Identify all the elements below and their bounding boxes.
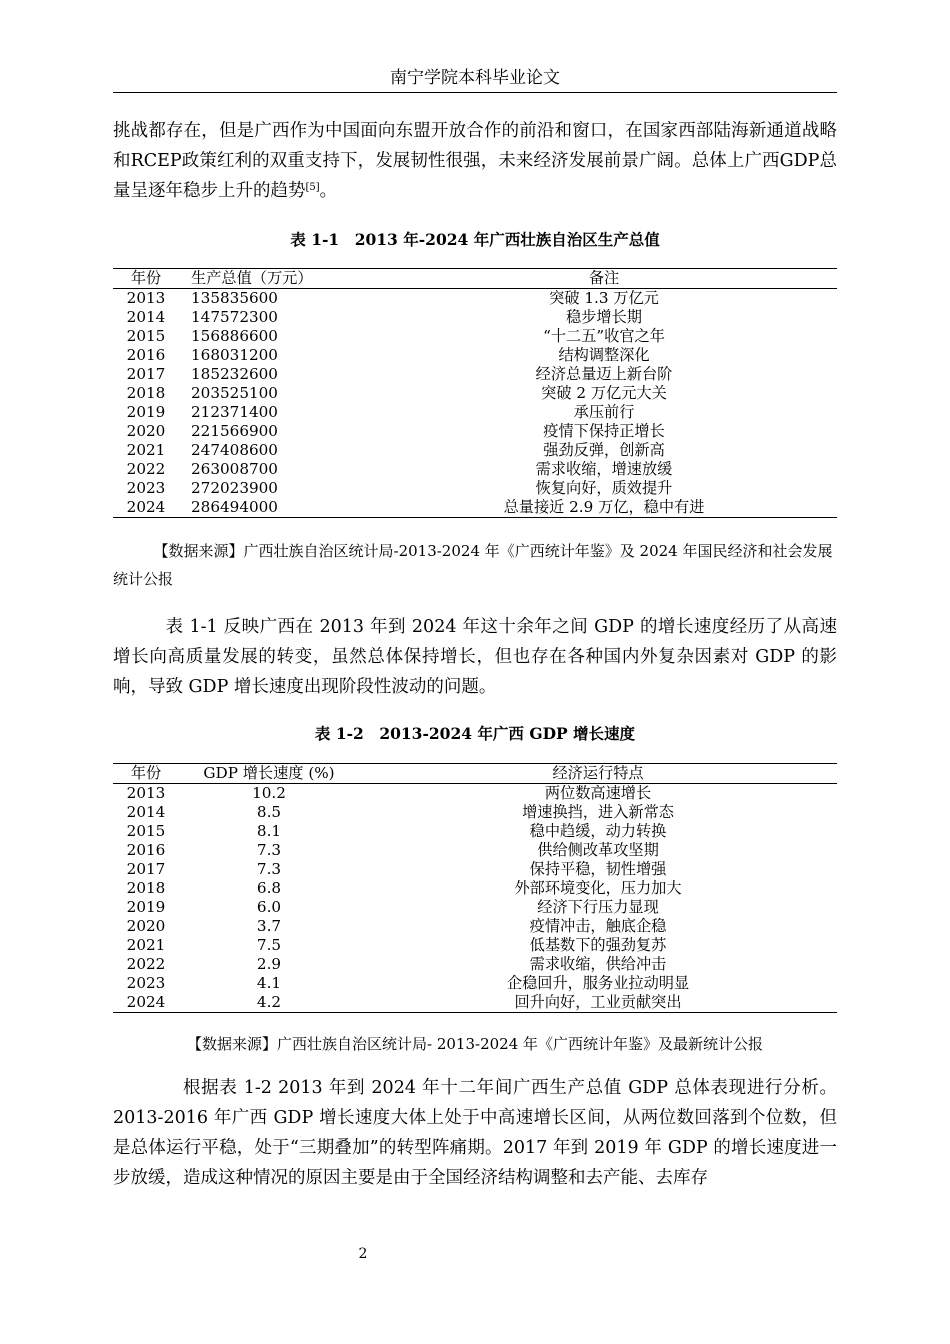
table-row [113, 308, 837, 327]
paragraph-analysis-2: 根据表 1-2 2013 年到 2024 年十二年间广西生产总值 GDP 总体表现进行分析。2013-2016 年广西 GDP 增长速度大体上处于中高速增长区间，从两位数回落到个位数，但是总体运行平稳，处于“三期叠加”的转型阵痛期。2017 年到 2019 年 GDP 的增长速度进一步放缓，造成这种情况的原因主要是由于全国经济结构调整和去产能、去库存 [113, 1078, 837, 1188]
table-cell: 2021 [126, 936, 166, 954]
table-cell: 总量接近 2.9 万亿，稳中有进 [371, 498, 837, 518]
table-cell: 供给侧改革攻坚期 [537, 841, 659, 859]
table-cell: 147572300 [191, 308, 278, 326]
table-cell: 2.9 [256, 955, 282, 973]
table-cell: 2022 [126, 460, 166, 478]
citation-mark: [5] [305, 182, 320, 193]
table-cell: 2014 [126, 308, 166, 326]
table-cell: 承压前行 [573, 403, 635, 421]
col-header-feature: 经济运行特点 [359, 764, 837, 784]
table-cell: 突破 2 万亿元大关 [541, 384, 667, 402]
table1-caption: 表 1-1 2013 年-2024 年广西壮族自治区生产总值 [290, 230, 660, 249]
table-cell: 增速换挡，进入新常态 [522, 803, 674, 821]
table-cell: 2022 [126, 955, 166, 973]
col-header-gdp: 生产总值（万元） [179, 269, 371, 289]
table-row [113, 365, 837, 384]
table-row [113, 917, 837, 936]
table-header-row [113, 764, 837, 784]
table-cell: 168031200 [191, 346, 278, 364]
table-cell: 7.3 [256, 841, 282, 859]
table2-caption: 表 1-2 2013-2024 年广西 GDP 增长速度 [314, 724, 636, 743]
table-cell: 7.3 [256, 860, 282, 878]
table-gdp-growth [113, 763, 837, 1013]
table-row [113, 803, 837, 822]
table-cell: 2020 [126, 917, 166, 935]
table-cell: 212371400 [191, 403, 278, 421]
table-row [113, 384, 837, 403]
table-cell: 8.5 [256, 803, 282, 821]
table-cell: 4.1 [256, 974, 282, 992]
table-cell: 疫情冲击，触底企稳 [529, 917, 667, 935]
table-cell: 156886600 [191, 327, 278, 345]
table-cell: 6.0 [256, 898, 282, 916]
table-row [113, 860, 837, 879]
table-cell: 2024 [113, 498, 179, 518]
table-cell: 2015 [126, 327, 166, 345]
table-cell: 需求收缩，供给冲击 [529, 955, 667, 973]
table-row [113, 955, 837, 974]
table-cell: 2016 [126, 346, 166, 364]
table-cell: 3.7 [256, 917, 282, 935]
table-gdp-total [113, 268, 837, 518]
table-cell: 185232600 [191, 365, 278, 383]
table-cell: 2013 [126, 784, 166, 802]
table-cell: 突破 1.3 万亿元 [549, 289, 659, 307]
table1-body [113, 289, 837, 518]
col-header-year: 年份 [113, 269, 179, 289]
table-row [113, 422, 837, 441]
table-row [113, 289, 837, 309]
table-cell: 2021 [126, 441, 166, 459]
table-cell: 两位数高速增长 [544, 784, 652, 802]
table-cell: 企稳回升，服务业拉动明显 [506, 974, 690, 992]
table2-source: 【数据来源】广西壮族自治区统计局- 2013-2024 年《广西统计年鉴》及最新统计公报 [186, 1035, 764, 1053]
table-row [113, 993, 837, 1013]
header-title: 南宁学院本科毕业论文 [390, 68, 560, 88]
paragraph-intro [113, 116, 837, 206]
table-row [113, 460, 837, 479]
table-cell: 结构调整深化 [558, 346, 650, 364]
table-cell: 203525100 [191, 384, 278, 402]
table-cell: 强劲反弹，创新高 [543, 441, 665, 459]
table-row [113, 936, 837, 955]
table-cell: 263008700 [191, 460, 278, 478]
paragraph-intro-text: 挑战都存在，但是广西作为中国面向东盟开放合作的前沿和窗口，在国家西部陆海新通道战略和RCEP政策红利的双重支持下，发展韧性很强，未来经济发展前景广阔。总体上广西GDP总量呈逐年稳步上升的趋势 [113, 121, 837, 201]
table-cell: 2018 [126, 384, 166, 402]
table-row [113, 974, 837, 993]
table-cell: 221566900 [191, 422, 278, 440]
table-cell: 2017 [126, 860, 166, 878]
table-cell: 外部环境变化，压力加大 [514, 879, 682, 897]
table1-source: 【数据来源】广西壮族自治区统计局-2013-2024 年《广西统计年鉴》及 2024 年国民经济和社会发展统计公报 [113, 542, 833, 588]
table-header-row [113, 269, 837, 289]
table-row [113, 498, 837, 518]
table-cell: 2017 [126, 365, 166, 383]
table-cell: 经济总量迈上新台阶 [535, 365, 673, 383]
table-row [113, 479, 837, 498]
table-cell: 2018 [126, 879, 166, 897]
table-row [113, 841, 837, 860]
table-row [113, 441, 837, 460]
table-cell: 需求收缩，增速放缓 [535, 460, 673, 478]
table-cell: 7.5 [256, 936, 282, 954]
table-cell: 回升向好，工业贡献突出 [359, 993, 837, 1013]
table-cell: 稳步增长期 [566, 308, 642, 326]
table-cell: 2023 [126, 974, 166, 992]
table-cell: 低基数下的强劲复苏 [529, 936, 667, 954]
table-cell: 2024 [113, 993, 179, 1013]
table-row [113, 898, 837, 917]
table-cell: 2015 [126, 822, 166, 840]
table-cell: 2013 [126, 289, 166, 307]
table-cell: 247408600 [191, 441, 278, 459]
table-cell: 272023900 [191, 479, 278, 497]
table-cell: 2023 [126, 479, 166, 497]
table-row [113, 822, 837, 841]
table-cell: 经济下行压力显现 [537, 898, 659, 916]
col-header-growth: GDP 增长速度 (%) [179, 764, 359, 784]
table-cell: 286494000 [179, 498, 371, 518]
table-cell: 疫情下保持正增长 [543, 422, 665, 440]
paragraph-intro-end: 。 [319, 181, 338, 201]
table-row [113, 879, 837, 898]
table-cell: 保持平稳，韧性增强 [529, 860, 667, 878]
table-cell: 6.8 [256, 879, 282, 897]
table-row [113, 784, 837, 804]
page-header [113, 64, 837, 93]
table-cell: 10.2 [252, 784, 286, 802]
table-cell: 2019 [126, 898, 166, 916]
col-header-note: 备注 [371, 269, 837, 289]
table-row [113, 403, 837, 422]
table2-body [113, 784, 837, 1013]
table-cell: 恢复向好，质效提升 [535, 479, 673, 497]
paragraph-analysis-1: 表 1-1 反映广西在 2013 年到 2024 年这十余年之间 GDP 的增长速度经历了从高速增长向高质量发展的转变，虽然总体保持增长，但也存在各种国内外复杂因素对 GDP 的影响，导致 GDP 增长速度出现阶段性波动的问题。 [113, 617, 837, 697]
table-cell: 2014 [126, 803, 166, 821]
table-cell: “十二五”收官之年 [543, 327, 665, 345]
table-cell: 2016 [126, 841, 166, 859]
table-cell: 2019 [126, 403, 166, 421]
table-cell: 稳中趋缓，动力转换 [529, 822, 667, 840]
table-row [113, 327, 837, 346]
table-cell: 4.2 [179, 993, 359, 1013]
table-row [113, 346, 837, 365]
table-cell: 2020 [126, 422, 166, 440]
page-number: 2 [358, 1246, 368, 1262]
col-header-year: 年份 [113, 764, 179, 784]
table-cell: 8.1 [256, 822, 282, 840]
table-cell: 135835600 [191, 289, 278, 307]
